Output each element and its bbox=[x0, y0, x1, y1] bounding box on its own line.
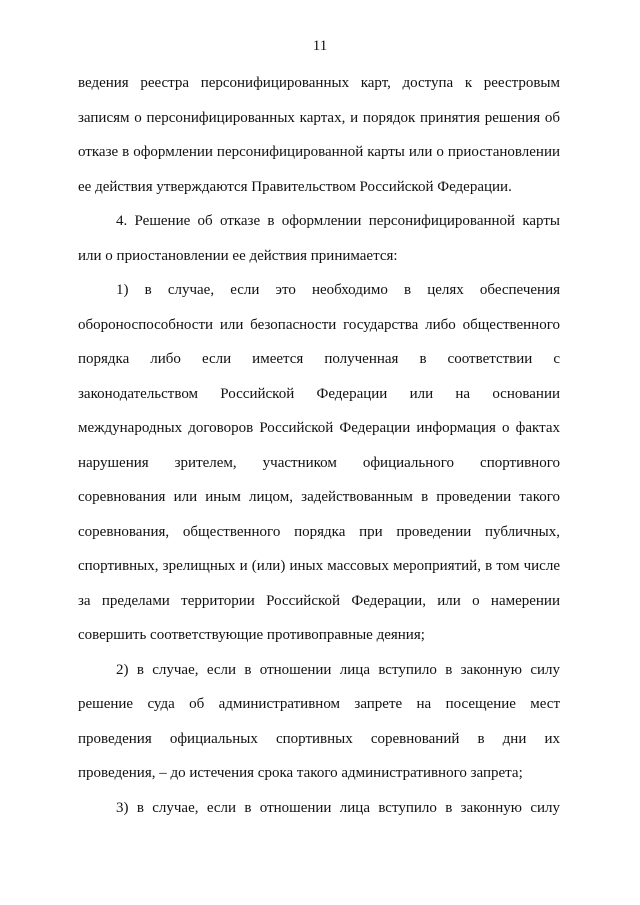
paragraph-line: 4. Решение об отказе в оформлении персонифицированной карты bbox=[116, 213, 560, 229]
paragraph-line: 3) в случае, если в отношении лица вступило в законную силу bbox=[116, 799, 560, 816]
paragraph-line: 1) в случае, если это необходимо в целях обеспечения bbox=[116, 282, 560, 298]
paragraph-line: или о приостановлении ее действия принимается: bbox=[78, 247, 398, 264]
paragraph-line: за пределами территории Российской Федерации, или о намерении bbox=[78, 592, 560, 609]
paragraph-line: проведения официальных спортивных соревнований в дни их bbox=[78, 730, 560, 747]
paragraph-line: записям о персонифицированных картах, и порядок принятия решения об bbox=[78, 109, 560, 126]
paragraph-line: ведения реестра персонифицированных карт, доступа к реестровым bbox=[78, 75, 560, 91]
paragraph-line: 2) в случае, если в отношении лица вступило в законную силу bbox=[116, 661, 560, 678]
paragraph-line: международных договоров Российской Федерации информация о фактах bbox=[78, 420, 560, 436]
paragraph-line: проведения, – до истечения срока такого административного запрета; bbox=[78, 765, 523, 781]
paragraph-line: нарушения зрителем, участником официального спортивного bbox=[78, 454, 560, 471]
paragraph-line: соревнования или иным лицом, задействованным в проведении такого bbox=[78, 489, 560, 505]
paragraph-line: соревнования, общественного порядка при проведении публичных, bbox=[78, 523, 560, 540]
paragraph-line: законодательством Российской Федерации или на основании bbox=[78, 385, 560, 402]
paragraph-line: порядка либо если имеется полученная в соответствии с bbox=[78, 351, 560, 367]
document-body bbox=[78, 66, 560, 825]
paragraph-line: совершить соответствующие противоправные деяния; bbox=[78, 627, 425, 643]
paragraph-line: отказе в оформлении персонифицированной карты или о приостановлении bbox=[78, 144, 560, 160]
paragraph-line: решение суда об административном запрете на посещение мест bbox=[78, 696, 560, 712]
paragraph-line: ее действия утверждаются Правительством Российской Федерации. bbox=[78, 178, 512, 195]
page-number: 11 bbox=[312, 38, 328, 54]
paragraph-line: спортивных, зрелищных и (или) иных массовых мероприятий, в том числе bbox=[78, 558, 560, 574]
paragraph-line: обороноспособности или безопасности государства либо общественного bbox=[78, 316, 560, 333]
